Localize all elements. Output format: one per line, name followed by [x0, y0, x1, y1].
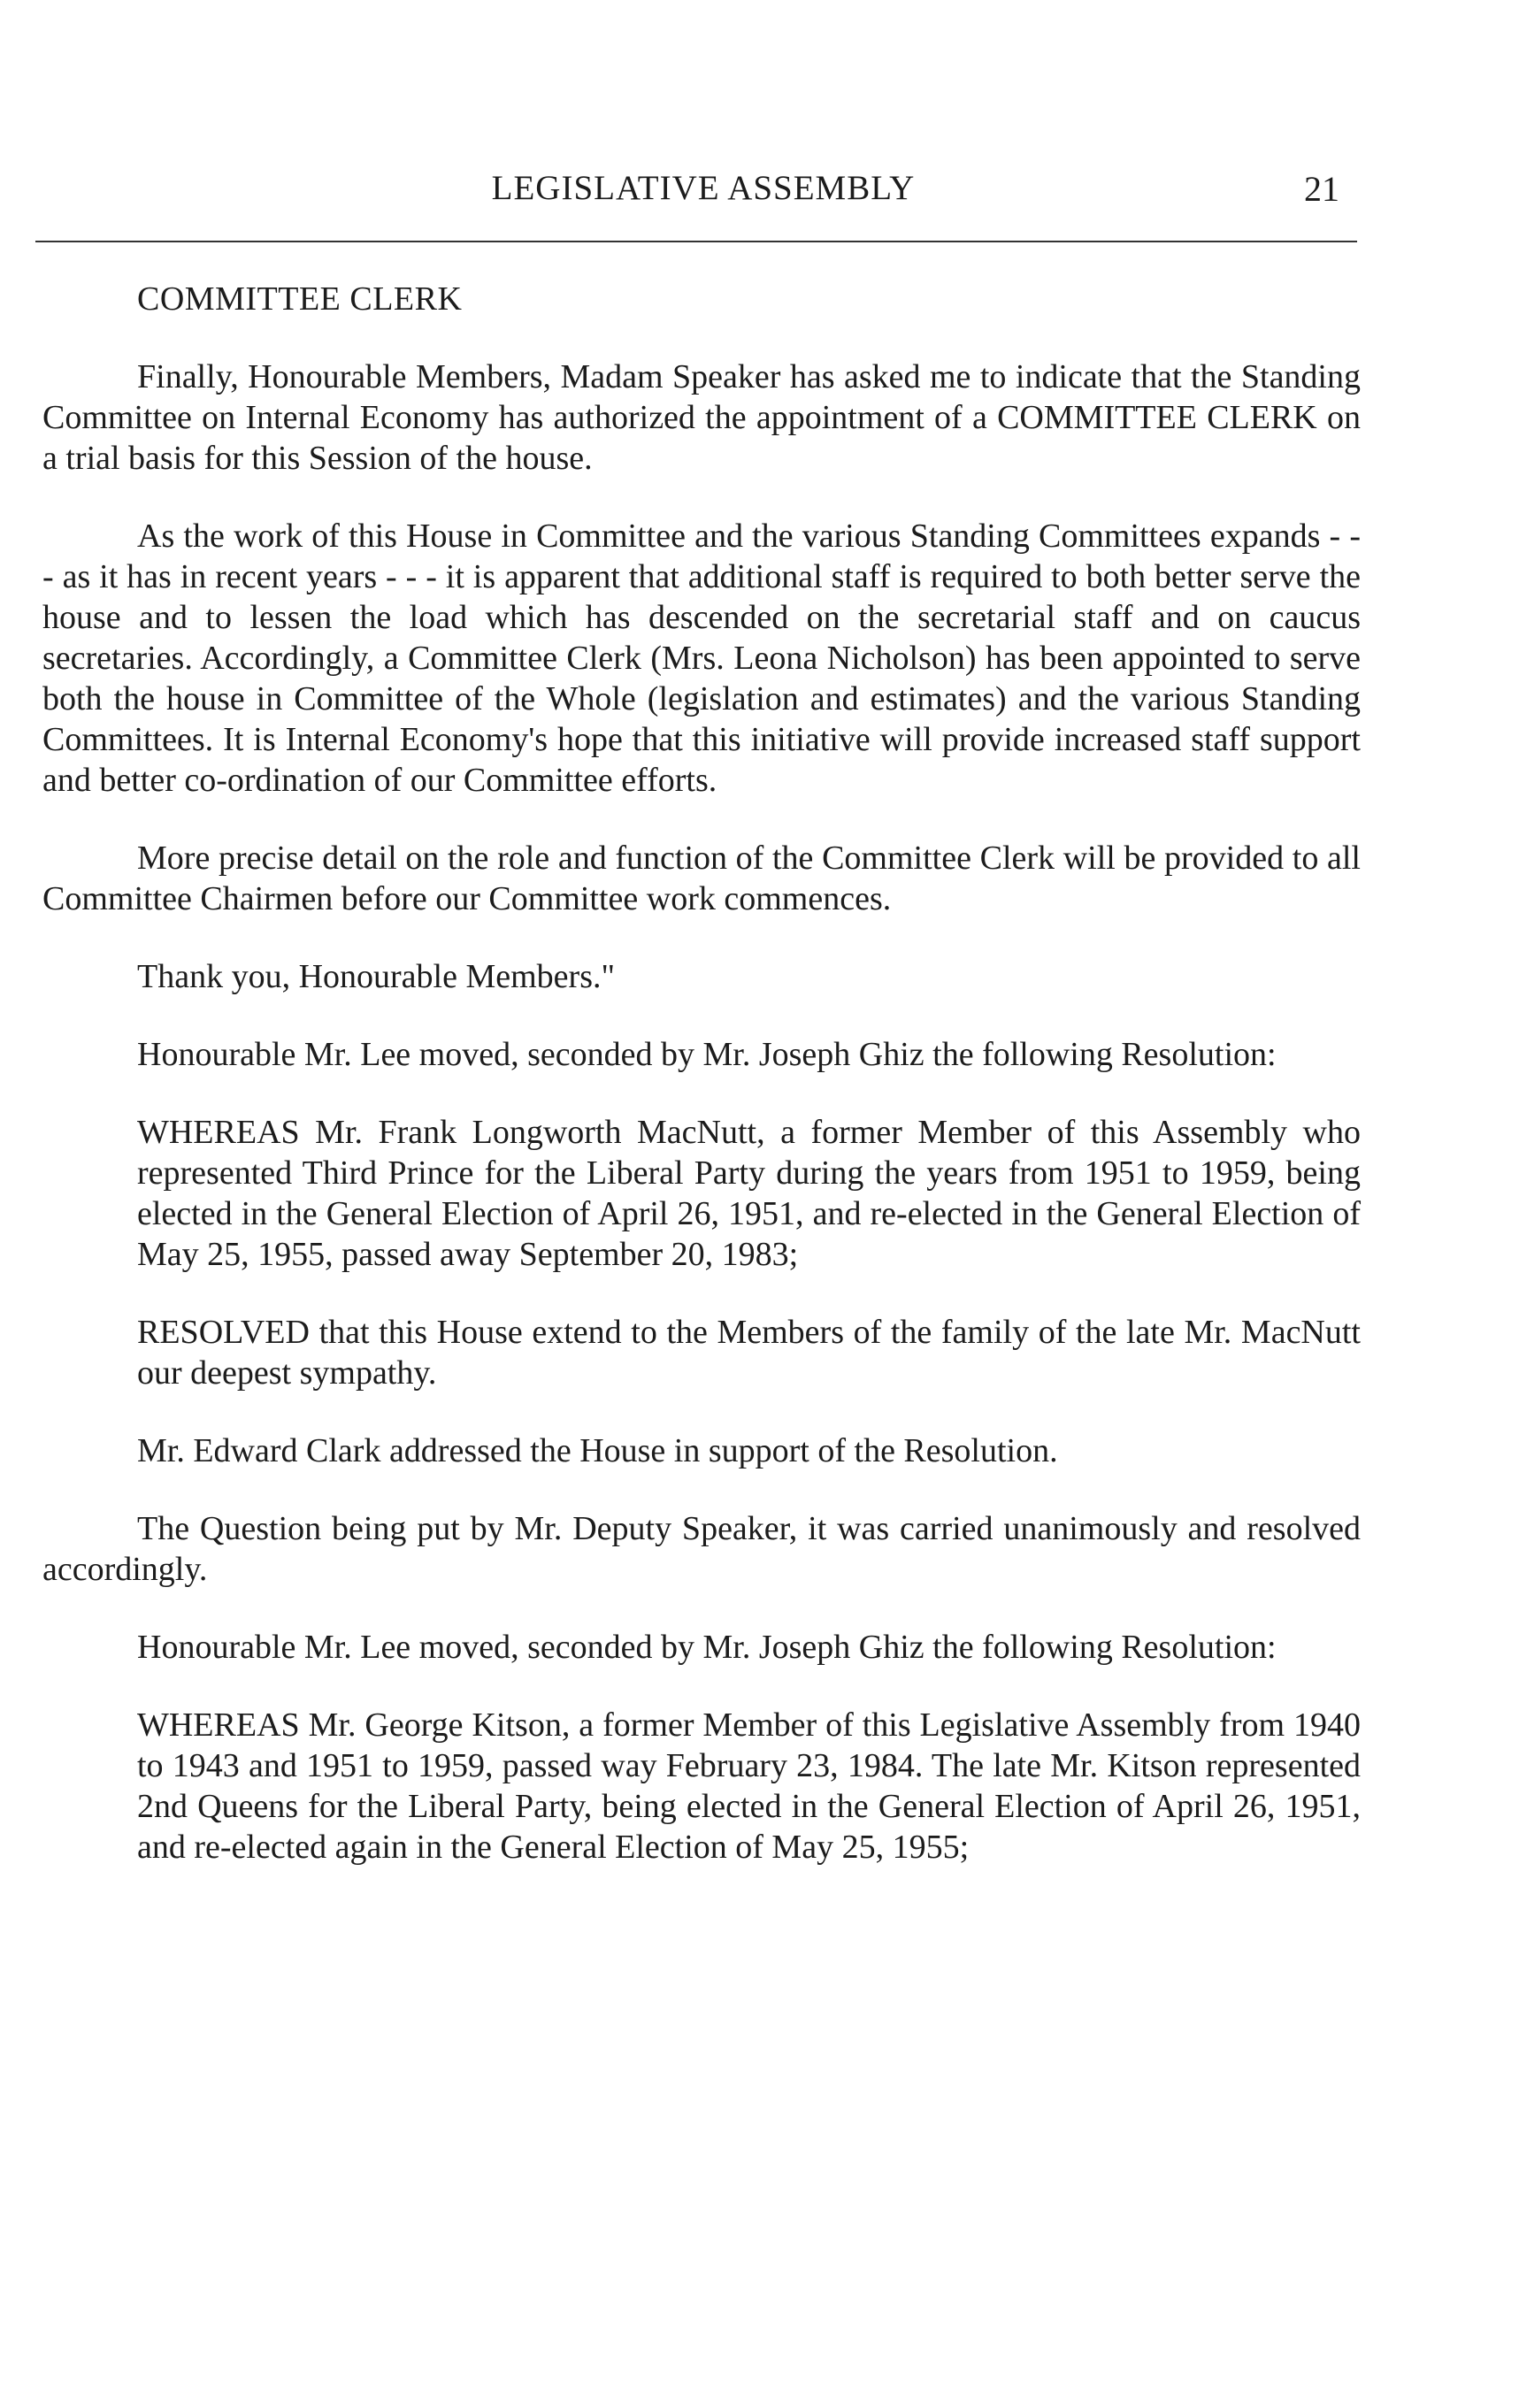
- section-heading: COMMITTEE CLERK: [137, 280, 463, 318]
- resolution-whereas-kitson: WHEREAS Mr. George Kitson, a former Member of this Legislative Assembly from 1940 to 1943 and 1951 to 1959, passed way February 23, 1984. The late Mr. Kitson represented 2nd Queens for the Liberal Party, being elected in the General Election of April 26, 1951, and re-elected again in the General Election of May 25, 1955;: [137, 1706, 1361, 1866]
- resolution-whereas-macnutt: WHEREAS Mr. Frank Longworth MacNutt, a former Member of this Assembly who represented Third Prince for the Liberal Party during the years from 1951 to 1959, being elected in the General Election of April 26, 1951, and re-elected in the General Election of May 25, 1955, passed away September 20, 1983;: [137, 1114, 1361, 1273]
- paragraph-question-carried: The Question being put by Mr. Deputy Speaker, it was carried unanimously and resolved accordingly.: [42, 1510, 1361, 1588]
- paragraph-thank-you: Thank you, Honourable Members.": [137, 958, 615, 995]
- body-text: [42, 279, 1361, 1905]
- paragraph-committee-work: As the work of this House in Committee and the various Standing Committees expands - - - as it has in recent years - - - it is apparent that additional staff is required to both better serve the house and to lessen the load which has descended on the secretarial staff and on caucus secretaries. Accordingly, a Committee Clerk (Mrs. Leona Nicholson) has been appointed to serve both the house in Committee of the Whole (legislation and estimates) and the various Standing Committees. It is Internal Economy's hope that this initiative will provide increased staff support and better co-ordination of our Committee efforts.: [42, 518, 1361, 799]
- paragraph-motion-kitson: Honourable Mr. Lee moved, seconded by Mr. Joseph Ghiz the following Resolution:: [137, 1629, 1277, 1666]
- paragraph-motion-macnutt: Honourable Mr. Lee moved, seconded by Mr. Joseph Ghiz the following Resolution:: [137, 1036, 1277, 1073]
- header-title: LEGISLATIVE ASSEMBLY: [491, 169, 916, 207]
- resolution-resolved-macnutt: RESOLVED that this House extend to the Members of the family of the late Mr. MacNutt our deepest sympathy.: [137, 1314, 1361, 1392]
- paragraph-edward-clark: Mr. Edward Clark addressed the House in support of the Resolution.: [137, 1432, 1058, 1469]
- paragraph-committee-clerk-appointment: Finally, Honourable Members, Madam Speaker has asked me to indicate that the Standing Committee on Internal Economy has authorized the appointment of a COMMITTEE CLERK on a trial basis for this Session of the house.: [42, 358, 1361, 477]
- paragraph-precise-detail: More precise detail on the role and function of the Committee Clerk will be provided to all Committee Chairmen before our Committee work commences.: [42, 840, 1361, 917]
- running-header: [35, 168, 1371, 221]
- header-rule: [35, 241, 1357, 242]
- page-number: 21: [1304, 169, 1339, 209]
